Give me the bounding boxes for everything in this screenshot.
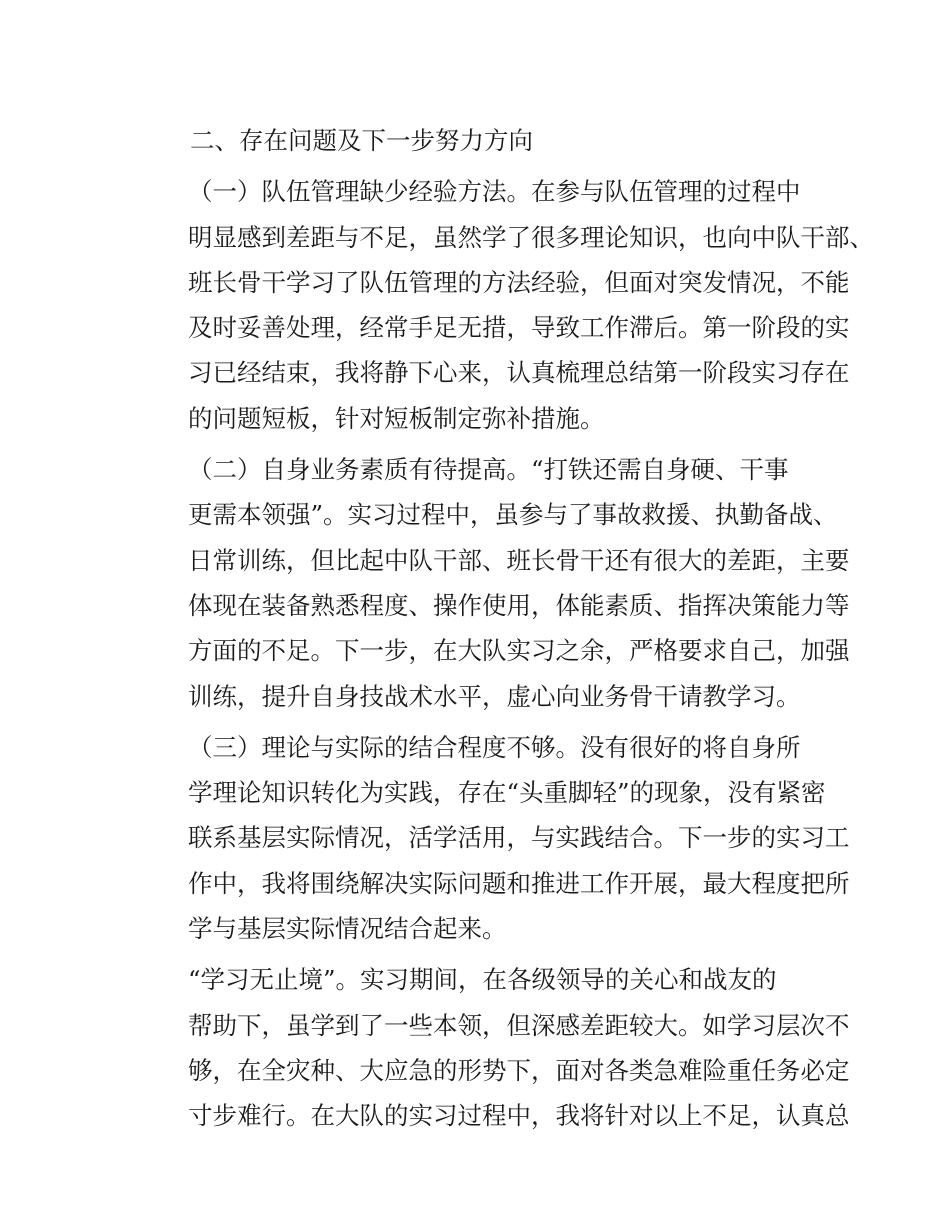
paragraph-line: 帮助下，虽学到了一些本领，但深感差距较大。如学习层次不 (188, 1010, 850, 1040)
paragraph-endless-learning (140, 957, 850, 1138)
document-body (140, 118, 874, 1139)
paragraph-line: 更需本领强”。实习过程中，虽参与了事故救援、执勤备战、 (188, 500, 838, 530)
paragraph-theory-practice (140, 725, 850, 951)
paragraph-line: 作中，我将围绕解决实际问题和推进工作开展，最大程度把所 (188, 868, 850, 898)
paragraph-line: 的问题短板，针对短板制定弥补措施。 (188, 403, 605, 433)
paragraph-line: 日常训练，但比起中队干部、班长骨干还有很大的差距，主要 (188, 545, 850, 575)
paragraph-line: （三）理论与实际的结合程度不够。没有很好的将自身所 (188, 732, 801, 762)
paragraph-line: 及时妥善处理，经常手足无措，导致工作滞后。第一阶段的实 (188, 313, 850, 343)
paragraph-professional-quality (140, 447, 850, 719)
paragraph-line: （二）自身业务素质有待提高。“打铁还需自身硬、干事 (188, 455, 789, 485)
paragraph-line: “学习无止境”。实习期间，在各级领导的关心和战友的 (188, 965, 777, 995)
paragraph-line: 训练，提升自身技战术水平，虚心向业务骨干请教学习。 (188, 681, 801, 711)
paragraph-line: 方面的不足。下一步，在大队实习之余，严格要求自己，加强 (188, 636, 850, 666)
paragraph-line: 学与基层实际情况结合起来。 (188, 914, 507, 944)
paragraph-line: （一）队伍管理缺少经验方法。在参与队伍管理的过程中 (188, 177, 801, 207)
paragraph-line: 班长骨干学习了队伍管理的方法经验，但面对突发情况，不能 (188, 267, 850, 297)
paragraph-line: 寸步难行。在大队的实习过程中，我将针对以上不足，认真总 (188, 1101, 850, 1131)
paragraph-line: 学理论知识转化为实践，存在“头重脚轻”的现象，没有紧密 (188, 778, 826, 808)
paragraph-line: 习已经结束，我将静下心来，认真梳理总结第一阶段实习存在 (188, 358, 850, 388)
section-heading: 二、存在问题及下一步努力方向 (190, 126, 533, 155)
paragraph-line: 联系基层实际情况，活学活用，与实践结合。下一步的实习工 (188, 823, 850, 853)
paragraph-line: 体现在装备熟悉程度、操作使用，体能素质、指挥决策能力等 (188, 590, 850, 620)
paragraph-line: 够，在全灾种、大应急的形势下，面对各类急难险重任务必定 (188, 1055, 850, 1085)
paragraph-line: 明显感到差距与不足，虽然学了很多理论知识，也向中队干部、 (188, 222, 874, 252)
paragraph-team-management (140, 169, 874, 441)
